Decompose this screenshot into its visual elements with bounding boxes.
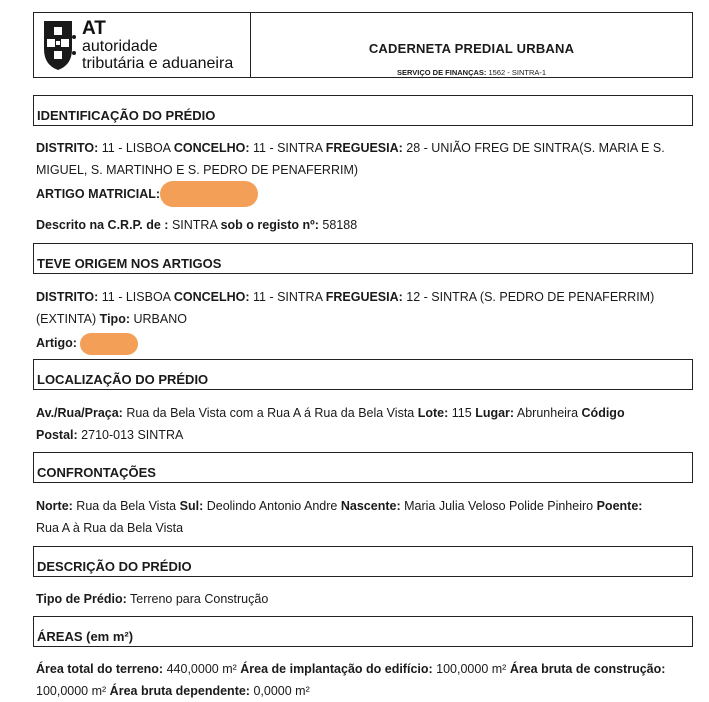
distrito-label: DISTRITO: [36,141,99,155]
descricao-text [36,588,696,610]
areas-text [36,658,696,702]
lugar-value: Abrunheira [516,406,579,420]
document-header [33,12,693,78]
distrito-value: 11 - LISBOA [101,141,171,155]
section-areas-header: ÁREAS (em m²) [33,616,693,647]
crp-label: Descrito na C.R.P. de : [36,218,169,232]
freguesia-value: 28 - UNIÃO FREG DE SINTRA(S. MARIA E S. [406,141,665,155]
crp-value: SINTRA [171,218,218,232]
service-value: 1562 - SINTRA-1 [488,68,547,77]
identificacao-location [36,137,696,181]
lote-value: 115 [451,406,472,420]
concelho-value: 11 - SINTRA [253,141,323,155]
origem-artigo-label: Artigo: [36,336,77,350]
service-label: SERVIÇO DE FINANÇAS: [396,68,487,77]
registo-label: sob o registo nº: [220,218,319,232]
origem-location [36,286,696,330]
origem-freguesia-label: FREGUESIA: [325,290,403,304]
codigo-postal-label-continued: Postal: [36,428,78,442]
origem-tipo-label: Tipo: [99,312,130,326]
crp-line [36,214,696,236]
sul-label: Sul: [179,499,204,513]
origem-concelho-value: 11 - SINTRA [253,290,323,304]
nascente-value: Maria Julia Veloso Polide Pinheiro [404,499,594,513]
area-bruta-label: Área bruta de construção: [509,662,666,676]
area-bruta-value: 100,0000 m² [36,684,107,698]
codigo-postal-value: 2710-013 SINTRA [81,428,184,442]
confrontacoes-text [36,495,696,539]
area-dependente-value: 0,0000 m² [253,684,310,698]
header-title-area [251,13,692,77]
origem-freguesia-value: 12 - SINTRA (S. PEDRO DE PENAFERRIM) [406,290,655,304]
section-confrontacoes-header: CONFRONTAÇÕES [33,452,693,483]
origem-distrito-label: DISTRITO: [36,290,99,304]
freguesia-label: FREGUESIA: [325,141,403,155]
codigo-postal-label: Código [581,406,625,420]
portugal-shield-icon [38,17,78,73]
localizacao-address [36,402,696,446]
norte-label: Norte: [36,499,73,513]
rua-label: Av./Rua/Praça: [36,406,123,420]
logo-text [82,19,233,72]
service-line [251,68,692,77]
artigo-matricial-label: ARTIGO MATRICIAL: [36,187,161,201]
section-identificacao-header: IDENTIFICAÇÃO DO PRÉDIO [33,95,693,126]
redaction-origem-artigo [80,333,138,355]
area-implantacao-value: 100,0000 m² [436,662,507,676]
origem-distrito-value: 11 - LISBOA [101,290,171,304]
tipo-predio-value: Terreno para Construção [130,592,269,606]
section-origem-header: TEVE ORIGEM NOS ARTIGOS [33,243,693,274]
section-localizacao-header: LOCALIZAÇÃO DO PRÉDIO [33,359,693,390]
origem-tipo-value: URBANO [133,312,187,326]
origem-concelho-label: CONCELHO: [173,290,250,304]
artigo-matricial-line [36,183,696,205]
area-implantacao-label: Área de implantação do edifício: [240,662,433,676]
section-descricao-header: DESCRIÇÃO DO PRÉDIO [33,546,693,577]
document-title: CADERNETA PREDIAL URBANA [368,41,575,56]
poente-label: Poente: [596,499,643,513]
tipo-predio-label: Tipo de Prédio: [36,592,127,606]
lugar-label: Lugar: [475,406,515,420]
logo-at: AT [82,17,106,39]
area-dependente-label: Área bruta dependente: [109,684,250,698]
logo-line-1: autoridade [82,37,158,55]
nascente-label: Nascente: [340,499,401,513]
area-total-value: 440,0000 m² [166,662,237,676]
registo-value: 58188 [322,218,358,232]
norte-value: Rua da Bela Vista [76,499,177,513]
lote-label: Lote: [417,406,449,420]
freguesia-value-continued: MIGUEL, S. MARTINHO E S. PEDRO DE PENAFERRIM) [36,163,359,177]
at-logo [34,13,251,77]
redaction-artigo-matricial [160,181,258,207]
poente-value: Rua A à Rua da Bela Vista [36,521,184,535]
logo-line-2: tributária e aduaneira [82,54,234,72]
area-total-label: Área total do terreno: [36,662,164,676]
concelho-label: CONCELHO: [173,141,250,155]
sul-value: Deolindo Antonio Andre [206,499,338,513]
rua-value: Rua da Bela Vista com a Rua A á Rua da Bela Vista [126,406,415,420]
origem-freguesia-value-continued: (EXTINTA) [36,312,97,326]
